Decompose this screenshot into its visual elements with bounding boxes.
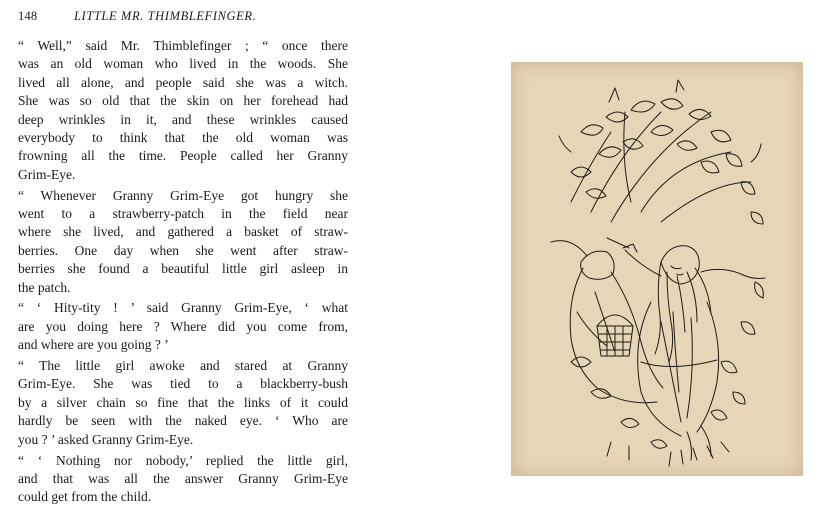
- text-line: was an old woman who lived in the woods. She: [18, 56, 348, 72]
- running-head: [18, 9, 360, 29]
- illustration-plate: [511, 62, 803, 476]
- text-line: “ Whenever Granny Grim-Eye got hungry she: [18, 187, 348, 203]
- text-line: and that was all the answer Granny Grim-Eye: [18, 470, 348, 486]
- text-line: “ ‘ Nothing nor nobody,’ replied the little girl,: [18, 452, 348, 468]
- text-line: where she lived, and gathered a basket of straw-: [18, 224, 348, 240]
- text-line: everybody to think that the old woman was: [18, 130, 348, 146]
- text-line: by a silver chain so fine that the links of it could: [18, 394, 348, 410]
- text-line: “ Well,” said Mr. Thimblefinger ; “ once there: [18, 38, 348, 53]
- paragraph: [18, 357, 348, 449]
- text-line: “ The little girl awoke and stared at Granny: [18, 358, 348, 374]
- body-text: [18, 37, 348, 509]
- text-line: you ? ’ asked Granny Grim-Eye.: [18, 431, 194, 447]
- paragraph: [18, 452, 348, 507]
- page-number: 148: [18, 9, 38, 23]
- text-line: frowning all the time. People called her Granny: [18, 148, 348, 164]
- text-line: lived all alone, and people said she was a witch.: [18, 74, 348, 90]
- text-line: and where are you going ? ’: [18, 337, 169, 353]
- granny-grim-eye: [551, 241, 663, 403]
- running-title: LITTLE MR. THIMBLEFINGER.: [74, 9, 257, 23]
- left-page: [0, 0, 360, 505]
- bramble-leaves-top: [559, 80, 763, 224]
- bramble-stems: [571, 112, 751, 222]
- text-line: Grim-Eye.: [18, 166, 76, 182]
- bramble-leaves-bottom: [571, 282, 763, 466]
- text-line: are you doing here ? Where did you come from,: [18, 318, 348, 334]
- text-line: She was so old that the skin on her forehead had: [18, 93, 348, 109]
- text-line: deep wrinkles in it, and these wrinkles caused: [18, 111, 348, 127]
- text-line: berries she found a beautiful little girl asleep in: [18, 261, 348, 277]
- text-line: went to a strawberry-patch in the field near: [18, 206, 348, 222]
- illustration-drawing: [511, 62, 803, 476]
- text-line: “ ‘ Hity-tity ! ’ said Granny Grim-Eye, ‘ what: [18, 300, 348, 316]
- text-line: could get from the child.: [18, 489, 152, 505]
- text-line: the patch.: [18, 279, 71, 295]
- text-line: Grim-Eye. She was tied to a blackberry-bush: [18, 376, 348, 392]
- paragraph: [18, 299, 348, 354]
- text-line: hardly be seen with the naked eye. ‘ Who are: [18, 413, 348, 429]
- paragraph: [18, 187, 348, 297]
- sleeping-girl: [607, 238, 765, 460]
- paragraph: [18, 37, 348, 184]
- text-line: berries. One day when she went after straw-: [18, 242, 348, 258]
